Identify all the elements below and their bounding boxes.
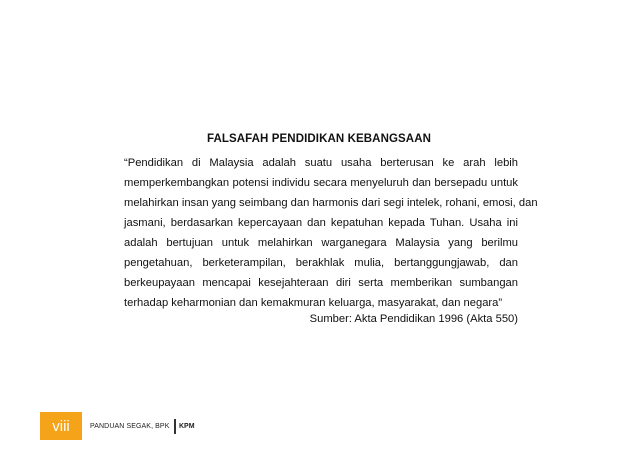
body-line: adalah bertujuan untuk melahirkan warganegara Malaysia yang berilmu (124, 237, 518, 249)
footer-org: KPM (178, 422, 195, 430)
page-footer (40, 412, 195, 440)
body-line: “Pendidikan di Malaysia adalah suatu usaha berterusan ke arah lebih (124, 157, 518, 169)
page-number: viii (40, 412, 82, 440)
body-line: melahirkan insan yang seimbang dan harmonis dari segi intelek, rohani, emosi, dan (124, 197, 538, 209)
document-body (124, 153, 538, 313)
footer-label: PANDUAN SEGAK, BPK (90, 422, 170, 430)
source-citation: Sumber: Akta Pendidikan 1996 (Akta 550) (309, 313, 518, 325)
footer-divider (174, 419, 176, 434)
body-line: pengetahuan, berketerampilan, berakhlak mulia, bertanggungjawab, dan (124, 257, 518, 269)
body-line: berkeupayaan mencapai kesejahteraan diri serta memberikan sumbangan (124, 277, 518, 289)
document-title: FALSAFAH PENDIDIKAN KEBANGSAAN (206, 133, 432, 145)
body-line: memperkembangkan potensi individu secara menyeluruh dan bersepadu untuk (124, 177, 518, 189)
body-line: jasmani, berdasarkan kepercayaan dan kepatuhan kepada Tuhan. Usaha ini (124, 217, 518, 229)
body-line: terhadap keharmonian dan kemakmuran keluarga, masyarakat, dan negara” (124, 297, 503, 309)
